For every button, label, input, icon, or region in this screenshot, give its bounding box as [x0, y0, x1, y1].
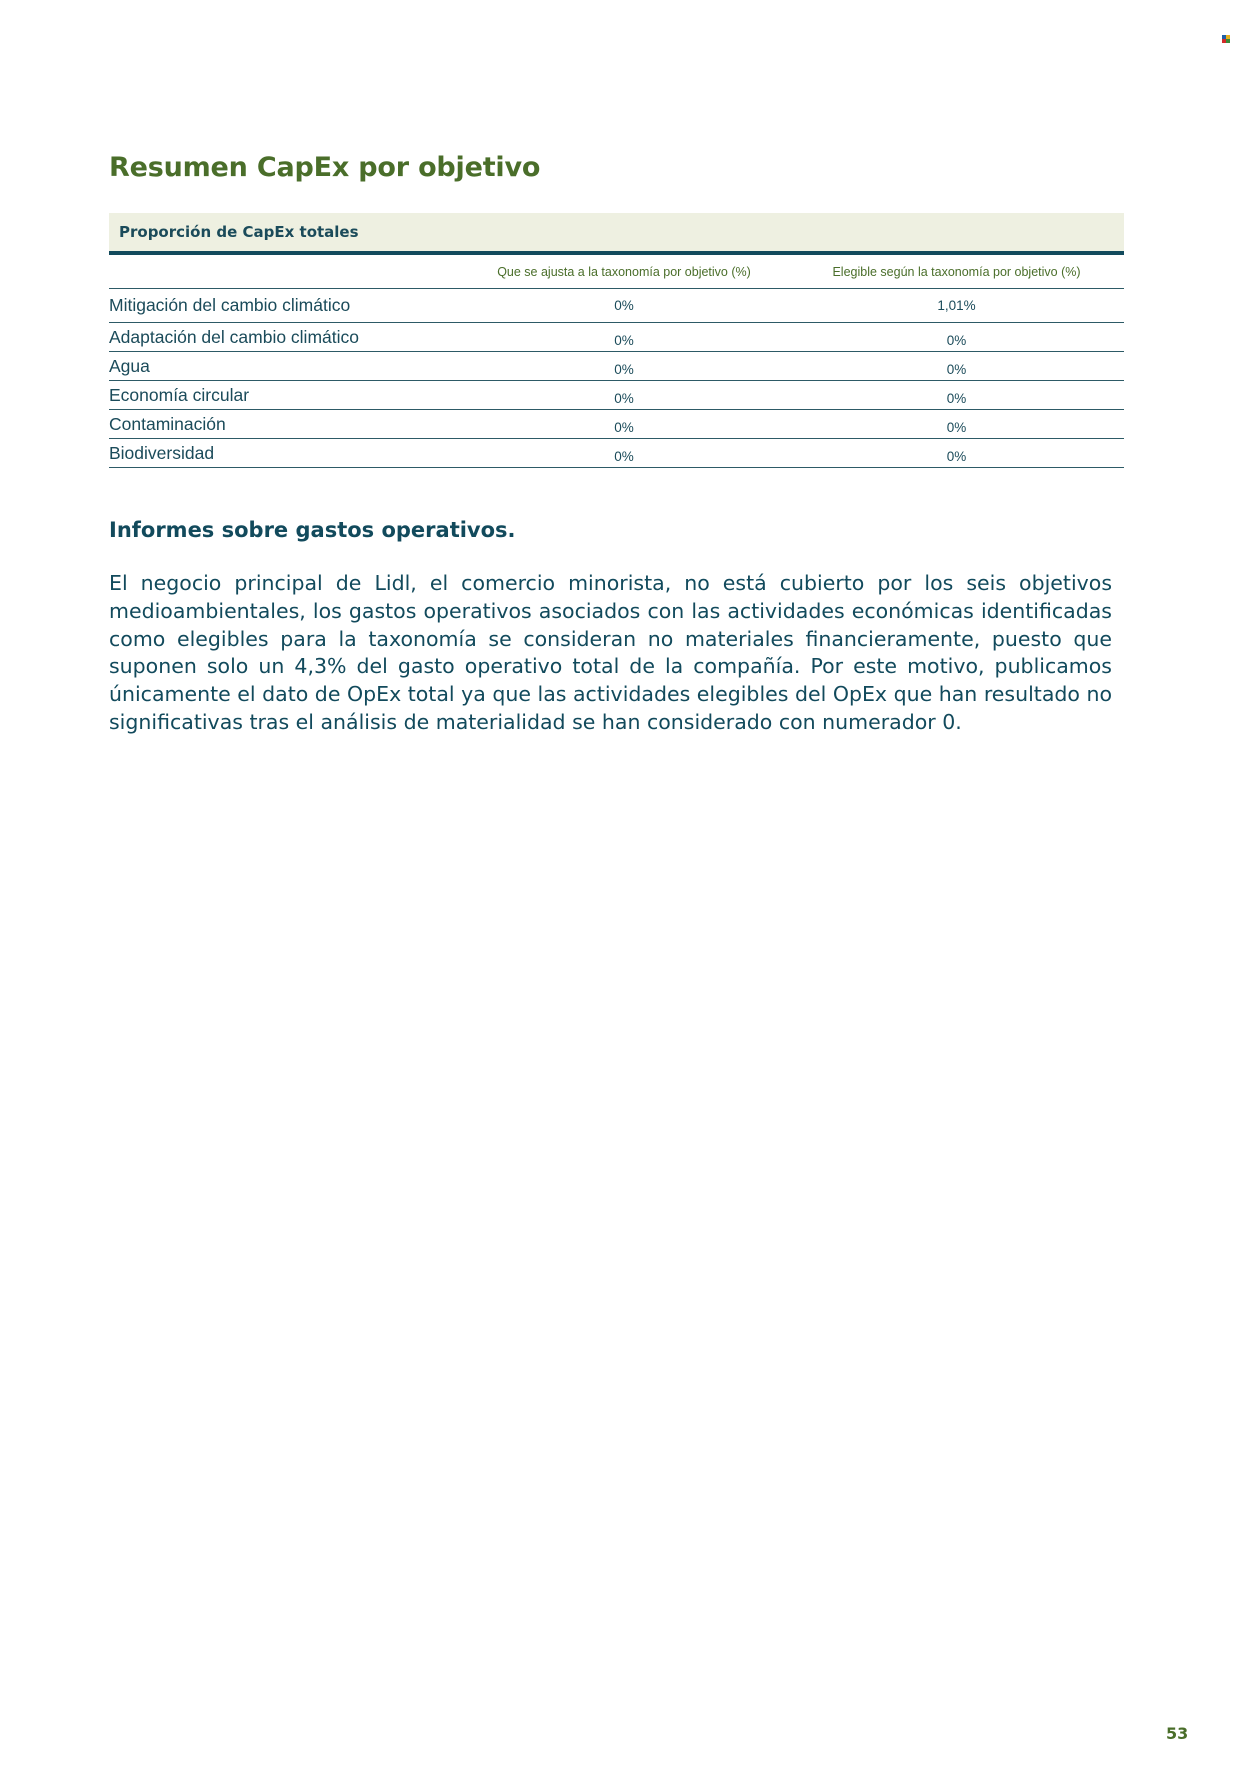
eligible-value: 0% [946, 419, 967, 435]
aligned-value: 0% [614, 419, 634, 435]
page-title: Resumen CapEx por objetivo [109, 152, 541, 183]
row-label: Economía circular [109, 384, 250, 405]
eligible-value: 1,01% [937, 298, 976, 313]
aligned-value: 0% [614, 298, 634, 313]
column-header-eligible: Elegible según la taxonomía por objetivo (%) [832, 264, 1081, 279]
row-label: Contaminación [109, 413, 226, 434]
aligned-value: 0% [614, 332, 634, 348]
table-row [109, 323, 1124, 352]
eligible-value: 0% [946, 332, 967, 348]
opex-body-paragraph: El negocio principal de Lidl, el comercio minorista, no está cubierto por los seis objetivos medioambientales, los gastos operativos asociados con las actividades económicas identificadas como elegibles para la taxonomía se consideran no materiales financieramente, puesto que suponen solo un 4,3% del gasto operativo total de la compañía. Por este motivo, publicamos únicamente el dato de OpEx total ya que las actividades elegibles del OpEx que han resultado no significativas tras el análisis de materialidad se han considerado con numerador 0. [109, 571, 1112, 734]
row-label: Mitigación del cambio climático [109, 295, 351, 315]
aligned-value: 0% [614, 361, 634, 377]
column-header-aligned: Que se ajusta a la taxonomía por objetivo (%) [497, 264, 751, 279]
aligned-value: 0% [614, 390, 634, 406]
table-row [109, 410, 1124, 439]
eligible-value: 0% [946, 361, 967, 377]
table-row [109, 289, 1124, 323]
brand-logo-icon [1222, 35, 1230, 43]
row-label: Biodiversidad [109, 442, 215, 463]
eligible-value: 0% [946, 448, 967, 464]
table-row [109, 352, 1124, 381]
table-row [109, 381, 1124, 410]
aligned-value: 0% [614, 448, 634, 464]
table-heading-bar [109, 213, 1124, 255]
row-label: Adaptación del cambio climático [109, 326, 359, 347]
opex-section-heading: Informes sobre gastos operativos. [109, 518, 516, 542]
column-header-row [109, 255, 1124, 289]
capex-table [109, 213, 1124, 468]
eligible-value: 0% [946, 390, 967, 406]
row-label: Agua [109, 355, 150, 376]
table-row [109, 439, 1124, 468]
table-heading: Proporción de CapEx totales [119, 223, 359, 241]
page-number: 53 [1166, 1724, 1189, 1743]
